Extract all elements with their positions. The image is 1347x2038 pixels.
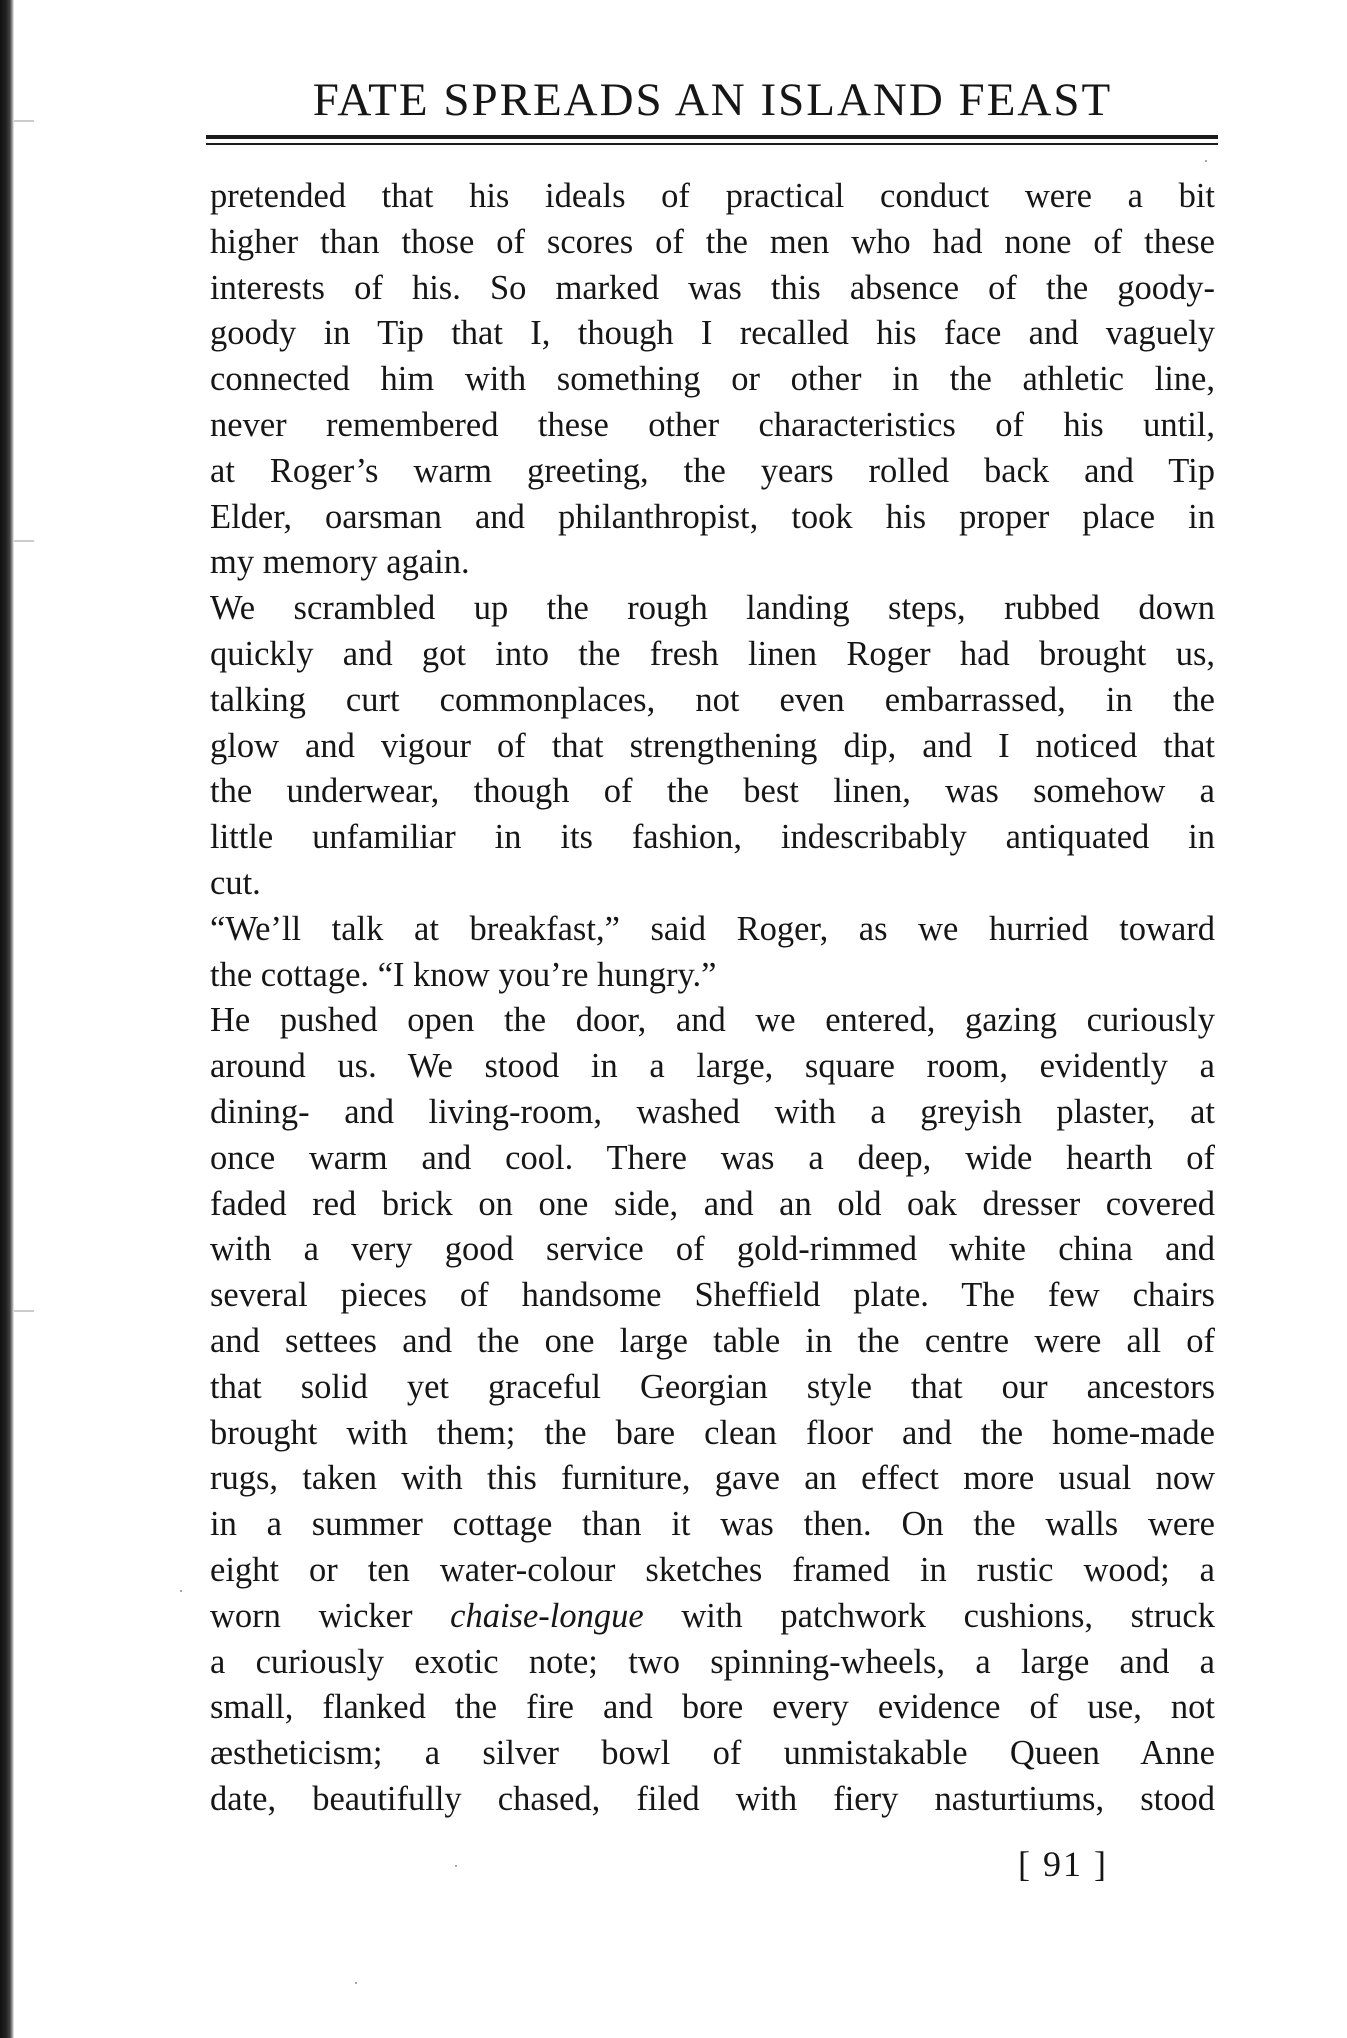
text-line: He pushed open the door, and we entered, gazing curiously	[210, 1001, 1215, 1040]
text-line: higher than those of scores of the men who had none of these	[210, 222, 1215, 261]
text-line: never remembered these other characteristics of his until,	[210, 405, 1215, 444]
text-line: around us. We stood in a large, square room, evidently a	[210, 1047, 1215, 1086]
text-line: eight or ten water-colour sketches framed in rustic wood; a	[210, 1550, 1215, 1589]
italic-phrase: chaise-longue	[450, 1596, 644, 1635]
body-text	[210, 174, 1215, 1823]
text-line: with a very good service of gold-rimmed white china and	[210, 1230, 1215, 1269]
paragraph-3	[210, 907, 1215, 999]
text-line: cut.	[210, 863, 261, 902]
text-line: æstheticism; a silver bowl of unmistakable Queen Anne	[210, 1734, 1215, 1773]
text-line: glow and vigour of that strengthening dip, and I noticed that	[210, 726, 1215, 765]
text-line: little unfamiliar in its fashion, indescribably antiquated in	[210, 818, 1215, 857]
text-line: the cottage. “I know you’re hungry.”	[210, 955, 717, 994]
paper-speck	[180, 1590, 182, 1592]
paper-speck	[455, 1865, 457, 1867]
header-rule-thin	[206, 143, 1218, 145]
spine-speck	[14, 540, 34, 542]
text-line: the underwear, though of the best linen, was somehow a	[210, 772, 1215, 811]
spine-speck	[14, 120, 34, 122]
running-head: FATE SPREADS AN ISLAND FEAST	[312, 74, 1113, 126]
text-line: that solid yet graceful Georgian style that our ancestors	[210, 1367, 1215, 1406]
text-line: in a summer cottage than it was then. On the walls were	[210, 1505, 1215, 1544]
text-line: dining- and living-room, washed with a greyish plaster, at	[210, 1092, 1215, 1131]
text-line: We scrambled up the rough landing steps, rubbed down	[210, 589, 1215, 628]
text-line: brought with them; the bare clean floor and the home-made	[210, 1413, 1215, 1452]
text-line: quickly and got into the fresh linen Roger had brought us,	[210, 634, 1215, 673]
text-line: my memory again.	[210, 543, 470, 582]
text-line: a curiously exotic note; two spinning-wheels, a large and a	[210, 1642, 1215, 1681]
text-line: date, beautifully chased, filed with fiery nasturtiums, stood	[210, 1779, 1215, 1818]
page-number: [ 91 ]	[1018, 1844, 1108, 1884]
text-line: Elder, oarsman and philanthropist, took his proper place in	[210, 497, 1215, 536]
text-line: pretended that his ideals of practical conduct were a bit	[210, 177, 1215, 215]
text-line: small, flanked the fire and bore every evidence of use, not	[210, 1688, 1215, 1727]
paper-speck	[355, 1982, 357, 1984]
paper-speck	[1205, 160, 1207, 162]
header-rule-thick	[206, 135, 1218, 139]
paragraph-1	[210, 174, 1215, 586]
text-line: at Roger’s warm greeting, the years rolled back and Tip	[210, 451, 1215, 490]
text-segment: with patchwork cushions, struck	[643, 1596, 1215, 1635]
book-spine-shadow	[0, 0, 14, 2038]
text-line: rugs, taken with this furniture, gave an effect more usual now	[210, 1459, 1215, 1498]
paragraph-4	[210, 998, 1215, 1822]
text-line: faded red brick on one side, and an old oak dresser covered	[210, 1184, 1215, 1223]
text-line: goody in Tip that I, though I recalled his face and vaguely	[210, 314, 1215, 353]
text-line	[210, 1594, 1215, 1640]
spine-speck	[14, 1310, 34, 1312]
text-line: and settees and the one large table in the centre were all of	[210, 1321, 1215, 1360]
text-line: once warm and cool. There was a deep, wide hearth of	[210, 1138, 1215, 1177]
text-line: interests of his. So marked was this absence of the goody-	[210, 268, 1215, 307]
text-line: talking curt commonplaces, not even embarrassed, in the	[210, 680, 1215, 719]
text-segment: worn wicker	[210, 1596, 451, 1635]
text-line: several pieces of handsome Sheffield plate. The few chairs	[210, 1276, 1215, 1315]
paragraph-2	[210, 586, 1215, 907]
text-line: “We’ll talk at breakfast,” said Roger, as we hurried toward	[210, 909, 1215, 948]
text-line: connected him with something or other in the athletic line,	[210, 360, 1215, 399]
